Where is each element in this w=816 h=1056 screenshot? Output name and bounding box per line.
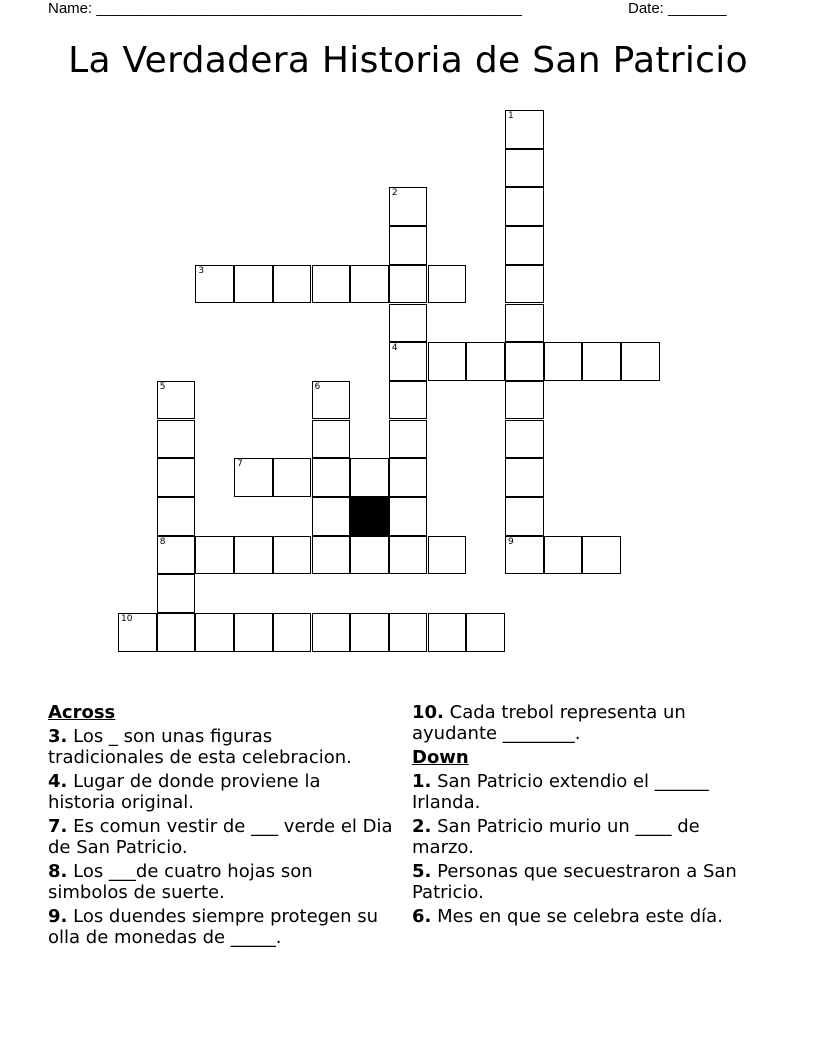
clue-down-1 (412, 771, 762, 813)
grid-cell[interactable] (312, 613, 351, 652)
grid-cell[interactable] (312, 420, 351, 459)
clue-number: 2. (412, 816, 432, 837)
clue-number: 8. (48, 861, 68, 882)
grid-cell[interactable] (428, 342, 467, 381)
cell-number: 5 (159, 381, 166, 392)
clue-text: San Patricio murio un ____ de marzo. (412, 816, 700, 858)
clue-across-7 (48, 816, 393, 858)
grid-cell[interactable] (428, 613, 467, 652)
grid-cell[interactable] (118, 613, 157, 652)
grid-cell[interactable] (505, 497, 544, 536)
cell-number: 4 (391, 343, 398, 354)
grid-cell[interactable] (157, 497, 196, 536)
grid-cell[interactable] (389, 381, 428, 420)
grid-cell[interactable] (505, 187, 544, 226)
grid-cell[interactable] (389, 458, 428, 497)
cell-number: 10 (121, 614, 133, 625)
grid-cell[interactable] (466, 613, 505, 652)
grid-cell[interactable] (195, 536, 234, 575)
grid-cell[interactable] (389, 536, 428, 575)
clue-down-6 (412, 906, 762, 927)
grid-cell[interactable] (389, 420, 428, 459)
clue-down-2 (412, 816, 762, 858)
page-title: La Verdadera Historia de San Patricio (68, 40, 748, 81)
cell-number: 1 (508, 111, 514, 121)
grid-cell[interactable] (389, 187, 428, 226)
cell-number: 9 (508, 536, 514, 547)
clue-number: 9. (48, 906, 68, 927)
clue-number: 3. (48, 726, 68, 747)
grid-cell[interactable] (505, 149, 544, 188)
grid-cell[interactable] (389, 304, 428, 343)
grid-cell[interactable] (312, 497, 351, 536)
grid-cell[interactable] (157, 420, 196, 459)
grid-cell[interactable] (389, 342, 428, 381)
grid-cell[interactable] (350, 265, 389, 304)
grid-cell[interactable] (195, 613, 234, 652)
clue-down-5 (412, 861, 762, 903)
clue-text: San Patricio extendio el ______ Irlanda. (412, 771, 709, 813)
clue-number: 6. (412, 906, 432, 927)
clue-across-4 (48, 771, 393, 813)
grid-cell[interactable] (544, 342, 583, 381)
grid-cell[interactable] (312, 536, 351, 575)
grid-cell[interactable] (350, 458, 389, 497)
grid-cell[interactable] (505, 304, 544, 343)
grid-cell[interactable] (505, 420, 544, 459)
clues-right-column (412, 702, 762, 930)
cell-number: 8 (159, 536, 166, 547)
cell-number: 2 (391, 188, 398, 199)
grid-cell[interactable] (234, 613, 273, 652)
grid-cell[interactable] (505, 110, 544, 149)
grid-cell[interactable] (505, 381, 544, 420)
grid-cell[interactable] (428, 265, 467, 304)
grid-cell[interactable] (505, 342, 544, 381)
clue-text: Es comun vestir de ___ verde el Dia de San Patricio. (48, 816, 393, 858)
grid-cell[interactable] (350, 613, 389, 652)
grid-cell[interactable] (389, 497, 428, 536)
clue-across-8 (48, 861, 393, 903)
clue-text: Mes en que se celebra este día. (437, 906, 723, 927)
grid-cell[interactable] (234, 458, 273, 497)
across-heading: Across (48, 702, 116, 723)
clue-text: Personas que secuestraron a San Patricio. (412, 861, 737, 903)
grid-cell[interactable] (273, 536, 312, 575)
grid-cell[interactable] (350, 536, 389, 575)
grid-cell[interactable] (389, 265, 428, 304)
clue-text: Los duendes siempre protegen su olla de monedas de _____. (48, 906, 379, 948)
grid-cell[interactable] (428, 536, 467, 575)
black-cell (350, 497, 389, 536)
grid-cell[interactable] (621, 342, 660, 381)
clue-number: 1. (412, 771, 432, 792)
grid-cell[interactable] (157, 536, 196, 575)
grid-cell[interactable] (505, 458, 544, 497)
clue-number: 5. (412, 861, 432, 882)
clue-across-10 (412, 702, 762, 744)
grid-cell[interactable] (273, 458, 312, 497)
grid-cell[interactable] (234, 265, 273, 304)
grid-cell[interactable] (582, 536, 621, 575)
cell-number: 7 (237, 459, 243, 470)
clue-number: 4. (48, 771, 68, 792)
grid-cell[interactable] (312, 458, 351, 497)
grid-cell[interactable] (466, 342, 505, 381)
grid-cell[interactable] (505, 536, 544, 575)
grid-cell[interactable] (389, 226, 428, 265)
clue-text: Cada trebol representa un ayudante ________. (412, 702, 686, 744)
clue-number: 7. (48, 816, 68, 837)
grid-cell[interactable] (505, 226, 544, 265)
grid-cell[interactable] (389, 613, 428, 652)
grid-cell[interactable] (157, 381, 196, 420)
clue-across-9 (48, 906, 393, 948)
grid-cell[interactable] (234, 536, 273, 575)
cell-number: 6 (314, 381, 321, 392)
clue-text: Los _ son unas figuras tradicionales de esta celebracion. (48, 726, 352, 768)
grid-cell[interactable] (312, 265, 351, 304)
clue-across-3 (48, 726, 393, 768)
grid-cell[interactable] (157, 613, 196, 652)
clue-number: 10. (412, 702, 444, 723)
grid-cell[interactable] (312, 381, 351, 420)
grid-cell[interactable] (157, 574, 196, 613)
clue-text: Los ___de cuatro hojas son simbolos de suerte. (48, 861, 313, 903)
date-field[interactable]: Date: _______ (628, 0, 727, 17)
grid-cell[interactable] (273, 613, 312, 652)
down-heading: Down (412, 747, 469, 768)
clues-left-column (48, 702, 393, 951)
name-field[interactable]: Name: ___________________________________________________ (48, 0, 522, 17)
cell-number: 3 (198, 265, 205, 276)
grid-cell[interactable] (157, 458, 196, 497)
grid-cell[interactable] (195, 265, 234, 304)
clue-text: Lugar de donde proviene la historia original. (48, 771, 321, 813)
grid-cell[interactable] (544, 536, 583, 575)
grid-cell[interactable] (273, 265, 312, 304)
grid-cell[interactable] (505, 265, 544, 304)
grid-cell[interactable] (582, 342, 621, 381)
